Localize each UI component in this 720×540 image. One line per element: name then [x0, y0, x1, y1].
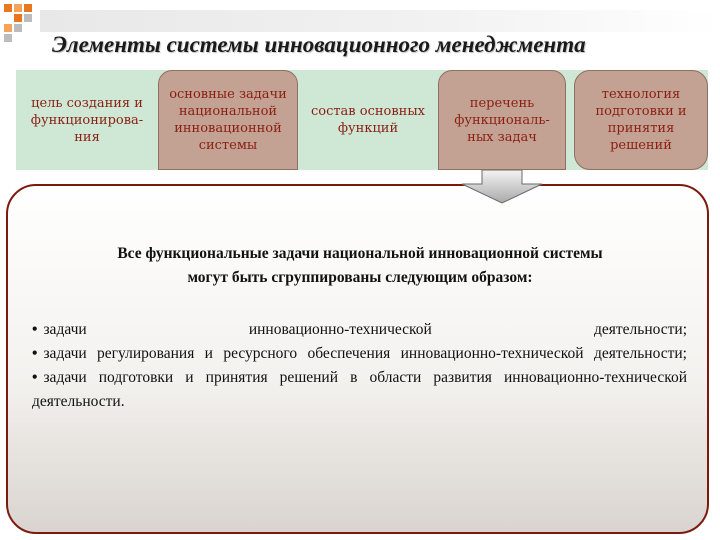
list-item-text: задачи инновационно-технической деятельности;: [43, 321, 687, 338]
element-line: технология: [601, 87, 681, 102]
element-line: основные задачи: [169, 87, 287, 102]
bullet-icon: •: [32, 321, 38, 338]
deco-square: [4, 4, 12, 12]
deco-square: [4, 34, 12, 42]
slide-title: Элементы системы инновационного менеджмента: [52, 32, 586, 57]
element-line: функций: [337, 121, 399, 136]
element-technology: [574, 70, 708, 170]
title-decoration-bar: [40, 10, 720, 32]
element-line: системы: [198, 138, 258, 153]
element-line: ных задач: [467, 129, 537, 145]
element-main-tasks: [158, 70, 298, 170]
element-line: цель создания и: [31, 95, 143, 111]
list-item: [32, 342, 687, 366]
deco-square: [24, 4, 32, 12]
panel-heading: [20, 242, 700, 290]
list-item: [32, 366, 687, 414]
element-line: функциональ-: [454, 112, 550, 128]
deco-square: [4, 24, 12, 32]
element-line: функционирова-: [30, 112, 144, 128]
element-line: состав основных: [310, 104, 426, 119]
element-line: национальной: [178, 104, 278, 119]
deco-square: [14, 4, 22, 12]
element-line: ния: [74, 129, 100, 145]
bullet-icon: •: [32, 345, 38, 362]
deco-square: [14, 24, 22, 32]
panel-heading-line: Все функциональные задачи национальной инновационной системы: [117, 245, 603, 262]
element-line: принятия: [607, 121, 675, 136]
task-group-list: [32, 318, 687, 414]
element-line: инновационной: [174, 121, 282, 136]
element-line: решений: [610, 138, 672, 153]
element-task-list: [438, 70, 566, 170]
deco-square: [24, 14, 32, 22]
panel-heading-line: могут быть сгруппированы следующим образом:: [187, 269, 533, 286]
bullet-icon: •: [32, 369, 38, 386]
element-functions: [298, 70, 438, 170]
element-line: перечень: [469, 95, 535, 111]
list-item-text: задачи регулирования и ресурсного обеспечения инновационно-технической деятельности;: [43, 345, 687, 362]
element-line: подготовки и: [595, 104, 687, 119]
list-item-text: задачи подготовки и принятия решений в области развития инновационно-технической деятельности.: [32, 369, 687, 410]
down-arrow-icon: [460, 170, 544, 204]
deco-square: [14, 14, 22, 22]
elements-row: [16, 70, 708, 170]
element-goal: [16, 70, 158, 170]
list-item: [32, 318, 687, 342]
